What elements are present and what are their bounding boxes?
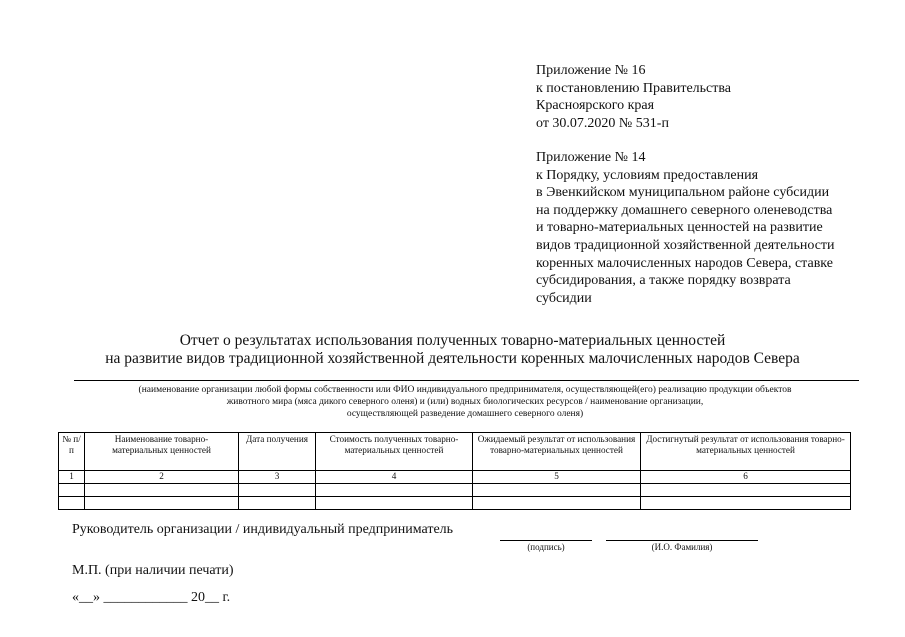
table-number-row: [59, 471, 851, 484]
caption-line-1: (наименование организации любой формы собственности или ФИО индивидуального предпринимателя, осуществляющей(его) реализацию продукции объектов: [138, 385, 792, 395]
annex-14-line: видов традиционной хозяйственной деятельности: [536, 237, 835, 253]
table-cell[interactable]: [473, 497, 641, 510]
col-number: 6: [641, 471, 851, 484]
annex-16-line: от 30.07.2020 № 531-п: [536, 115, 669, 131]
col-number: 3: [239, 471, 316, 484]
report-title-line-1: Отчет о результатах использования полученных товарно-материальных ценностей: [179, 332, 726, 349]
signature-field-line[interactable]: [500, 540, 592, 541]
annex-14-line: коренных малочисленных народов Севера, ставке: [536, 255, 833, 271]
report-title: [0, 332, 905, 368]
date-line: «__» ____________ 20__ г.: [72, 590, 231, 605]
signature-caption: (подпись): [527, 542, 565, 552]
table-header-row: [59, 433, 851, 471]
signer-label: Руководитель организации / индивидуальный предприниматель: [72, 522, 454, 537]
annex-16-line: к постановлению Правительства: [536, 80, 732, 96]
table-cell[interactable]: [316, 484, 473, 497]
table-row: [59, 497, 851, 510]
annex-14-line: к Порядку, условиям предоставления: [536, 167, 759, 183]
annex-14-line: субсидии: [536, 290, 592, 306]
caption-line-3: осуществляющей разведение домашнего северного оленя): [346, 409, 584, 419]
col-number: 4: [316, 471, 473, 484]
report-title-line-2: на развитие видов традиционной хозяйственной деятельности коренных малочисленных народов Севера: [105, 350, 800, 367]
table-cell[interactable]: [641, 484, 851, 497]
col-header-name: Наименование товарно-материальных ценностей: [85, 433, 239, 471]
col-number: 2: [85, 471, 239, 484]
annex-14-line: и товарно-материальных ценностей на развитие: [536, 220, 823, 236]
col-header-expected: Ожидаемый результат от использования товарно-материальных ценностей: [473, 433, 641, 471]
table-cell[interactable]: [641, 497, 851, 510]
annex-16-line: Приложение № 16: [536, 63, 646, 78]
col-header-date: Дата получения: [239, 433, 316, 471]
table-cell[interactable]: [59, 484, 85, 497]
col-number: 1: [59, 471, 85, 484]
annex-14-line: Приложение № 14: [536, 150, 646, 165]
full-name-caption: (И.О. Фамилия): [651, 542, 713, 552]
annex-14-line: в Эвенкийском муниципальном районе субсидии: [536, 185, 830, 201]
annex-14-block: [536, 149, 835, 307]
table-cell[interactable]: [85, 484, 239, 497]
table-row: [59, 484, 851, 497]
table-cell[interactable]: [316, 497, 473, 510]
table-cell[interactable]: [473, 484, 641, 497]
col-number: 5: [473, 471, 641, 484]
annex-14-line: на поддержку домашнего северного оленеводства: [536, 202, 833, 218]
annex-14-line: субсидирования, а также порядку возврата: [536, 273, 791, 289]
stamp-label: М.П. (при наличии печати): [72, 563, 234, 578]
col-header-cost: Стоимость полученных товарно-материальных ценностей: [316, 433, 473, 471]
col-header-achieved: Достигнутый результат от использования товарно-материальных ценностей: [641, 433, 851, 471]
report-table: [58, 432, 851, 510]
annex-16-block: [536, 62, 731, 132]
table-cell[interactable]: [59, 497, 85, 510]
organization-name-caption: [70, 384, 860, 420]
table-cell[interactable]: [239, 497, 316, 510]
col-header-number: № п/п: [59, 433, 85, 471]
organization-name-line: [74, 380, 859, 381]
full-name-field-line[interactable]: [606, 540, 758, 541]
table-cell[interactable]: [85, 497, 239, 510]
caption-line-2: животного мира (мяса дикого северного оленя) и (или) водных биологических ресурсов / наименование организации,: [226, 397, 704, 407]
table-cell[interactable]: [239, 484, 316, 497]
annex-16-line: Красноярского края: [536, 98, 655, 114]
